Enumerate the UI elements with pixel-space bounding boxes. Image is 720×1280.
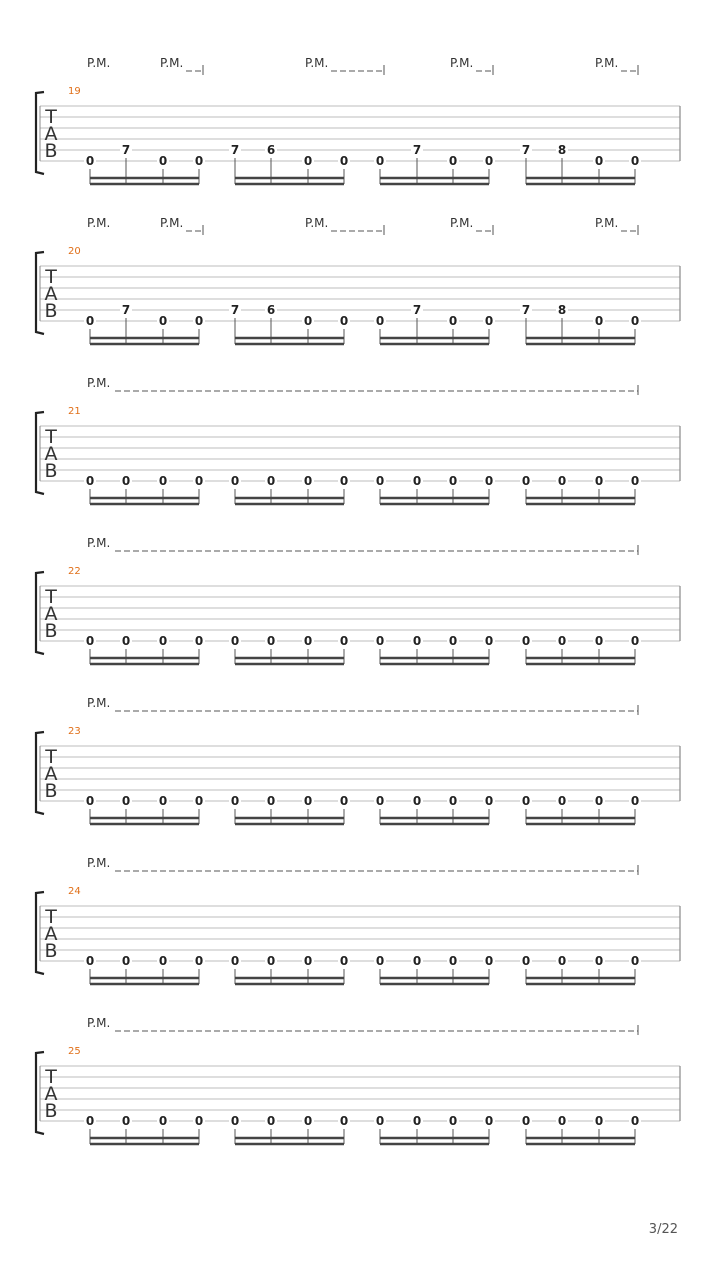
fret-number: 0 bbox=[448, 634, 458, 648]
fret-number: 0 bbox=[484, 1114, 494, 1128]
fret-number: 0 bbox=[630, 794, 640, 808]
fret-number: 0 bbox=[412, 954, 422, 968]
fret-number: 0 bbox=[303, 794, 313, 808]
fret-number: 0 bbox=[303, 314, 313, 328]
fret-number: 0 bbox=[266, 954, 276, 968]
fret-number: 0 bbox=[594, 474, 604, 488]
palm-mute-label: P.M. bbox=[305, 56, 329, 70]
fret-number: 0 bbox=[484, 794, 494, 808]
tab-system bbox=[36, 696, 680, 824]
tab-clef-letter: B bbox=[44, 140, 58, 162]
fret-number: 0 bbox=[630, 474, 640, 488]
fret-number: 0 bbox=[448, 474, 458, 488]
fret-number: 0 bbox=[375, 154, 385, 168]
fret-number: 0 bbox=[85, 314, 95, 328]
fret-number: 0 bbox=[630, 634, 640, 648]
fret-number: 0 bbox=[85, 634, 95, 648]
tab-clef-letter: B bbox=[44, 460, 58, 482]
fret-number: 0 bbox=[557, 1114, 567, 1128]
tab-clef-letter: A bbox=[44, 283, 58, 305]
palm-mute-label: P.M. bbox=[595, 56, 619, 70]
fret-number: 0 bbox=[594, 794, 604, 808]
fret-number: 0 bbox=[339, 954, 349, 968]
tab-clef-letter: A bbox=[44, 763, 58, 785]
fret-number: 0 bbox=[339, 314, 349, 328]
palm-mute-label: P.M. bbox=[87, 56, 111, 70]
tab-clef-letter: T bbox=[45, 586, 57, 608]
fret-number: 0 bbox=[194, 794, 204, 808]
fret-number: 0 bbox=[230, 634, 240, 648]
fret-number: 0 bbox=[85, 154, 95, 168]
fret-number: 0 bbox=[266, 474, 276, 488]
fret-number: 0 bbox=[194, 634, 204, 648]
fret-number: 0 bbox=[85, 954, 95, 968]
palm-mute-label: P.M. bbox=[160, 56, 184, 70]
fret-number: 0 bbox=[303, 954, 313, 968]
fret-number: 0 bbox=[158, 1114, 168, 1128]
tab-clef-letter: B bbox=[44, 1100, 58, 1122]
fret-number: 0 bbox=[484, 154, 494, 168]
fret-number: 0 bbox=[521, 1114, 531, 1128]
fret-number: 7 bbox=[230, 143, 240, 157]
tab-clef-letter: T bbox=[45, 266, 57, 288]
fret-number: 0 bbox=[158, 794, 168, 808]
fret-number: 0 bbox=[630, 954, 640, 968]
tab-clef-letter: T bbox=[45, 746, 57, 768]
fret-number: 0 bbox=[594, 314, 604, 328]
page-number: 3/22 bbox=[648, 1222, 678, 1237]
palm-mute-label: P.M. bbox=[450, 216, 474, 230]
fret-number: 0 bbox=[158, 474, 168, 488]
tab-clef-letter: T bbox=[45, 1066, 57, 1088]
tab-system bbox=[36, 56, 680, 184]
tab-system bbox=[36, 376, 680, 504]
palm-mute-label: P.M. bbox=[87, 1016, 111, 1030]
fret-number: 0 bbox=[594, 954, 604, 968]
fret-number: 0 bbox=[484, 314, 494, 328]
fret-number: 0 bbox=[339, 794, 349, 808]
fret-number: 0 bbox=[230, 474, 240, 488]
fret-number: 0 bbox=[594, 154, 604, 168]
measure-number: 24 bbox=[68, 886, 81, 897]
fret-number: 0 bbox=[194, 154, 204, 168]
fret-number: 0 bbox=[230, 1114, 240, 1128]
fret-number: 0 bbox=[521, 794, 531, 808]
fret-number: 0 bbox=[594, 634, 604, 648]
tab-clef-letter: A bbox=[44, 603, 58, 625]
fret-number: 0 bbox=[194, 1114, 204, 1128]
fret-number: 0 bbox=[521, 634, 531, 648]
tab-system bbox=[36, 856, 680, 984]
fret-number: 0 bbox=[630, 314, 640, 328]
fret-number: 0 bbox=[194, 474, 204, 488]
fret-number: 0 bbox=[194, 954, 204, 968]
fret-number: 8 bbox=[557, 303, 567, 317]
measure-number: 20 bbox=[68, 246, 81, 257]
fret-number: 0 bbox=[484, 634, 494, 648]
fret-number: 0 bbox=[412, 634, 422, 648]
fret-number: 0 bbox=[412, 794, 422, 808]
fret-number: 7 bbox=[521, 303, 531, 317]
fret-number: 0 bbox=[121, 1114, 131, 1128]
fret-number: 0 bbox=[630, 154, 640, 168]
tab-clef-letter: B bbox=[44, 620, 58, 642]
fret-number: 7 bbox=[121, 143, 131, 157]
fret-number: 6 bbox=[266, 303, 276, 317]
fret-number: 0 bbox=[557, 794, 567, 808]
fret-number: 0 bbox=[484, 474, 494, 488]
fret-number: 0 bbox=[375, 634, 385, 648]
fret-number: 0 bbox=[158, 954, 168, 968]
tab-system bbox=[36, 216, 680, 344]
measure-number: 25 bbox=[68, 1046, 81, 1057]
fret-number: 7 bbox=[412, 303, 422, 317]
tab-clef-letter: B bbox=[44, 300, 58, 322]
palm-mute-label: P.M. bbox=[595, 216, 619, 230]
fret-number: 0 bbox=[448, 954, 458, 968]
fret-number: 7 bbox=[521, 143, 531, 157]
fret-number: 0 bbox=[121, 794, 131, 808]
fret-number: 0 bbox=[375, 474, 385, 488]
fret-number: 0 bbox=[375, 314, 385, 328]
palm-mute-label: P.M. bbox=[160, 216, 184, 230]
fret-number: 0 bbox=[557, 954, 567, 968]
fret-number: 0 bbox=[339, 634, 349, 648]
fret-number: 0 bbox=[375, 954, 385, 968]
fret-number: 0 bbox=[339, 474, 349, 488]
fret-number: 0 bbox=[594, 1114, 604, 1128]
fret-number: 0 bbox=[303, 474, 313, 488]
tab-clef-letter: T bbox=[45, 906, 57, 928]
fret-number: 0 bbox=[412, 474, 422, 488]
fret-number: 0 bbox=[448, 154, 458, 168]
palm-mute-label: P.M. bbox=[87, 856, 111, 870]
fret-number: 0 bbox=[521, 474, 531, 488]
fret-number: 7 bbox=[121, 303, 131, 317]
fret-number: 0 bbox=[375, 1114, 385, 1128]
tab-clef-letter: A bbox=[44, 1083, 58, 1105]
measure-number: 22 bbox=[68, 566, 81, 577]
palm-mute-label: P.M. bbox=[450, 56, 474, 70]
tab-clef-letter: A bbox=[44, 123, 58, 145]
fret-number: 0 bbox=[266, 794, 276, 808]
fret-number: 0 bbox=[230, 954, 240, 968]
fret-number: 0 bbox=[158, 154, 168, 168]
fret-number: 0 bbox=[448, 314, 458, 328]
fret-number: 0 bbox=[303, 1114, 313, 1128]
palm-mute-label: P.M. bbox=[305, 216, 329, 230]
palm-mute-label: P.M. bbox=[87, 536, 111, 550]
measure-number: 23 bbox=[68, 726, 81, 737]
fret-number: 0 bbox=[339, 154, 349, 168]
fret-number: 0 bbox=[158, 314, 168, 328]
fret-number: 7 bbox=[412, 143, 422, 157]
tab-clef-letter: B bbox=[44, 940, 58, 962]
tab-clef-letter: A bbox=[44, 923, 58, 945]
fret-number: 0 bbox=[85, 1114, 95, 1128]
fret-number: 0 bbox=[121, 954, 131, 968]
fret-number: 0 bbox=[85, 794, 95, 808]
fret-number: 0 bbox=[339, 1114, 349, 1128]
fret-number: 0 bbox=[85, 474, 95, 488]
fret-number: 0 bbox=[412, 1114, 422, 1128]
palm-mute-label: P.M. bbox=[87, 216, 111, 230]
palm-mute-label: P.M. bbox=[87, 376, 111, 390]
fret-number: 0 bbox=[448, 1114, 458, 1128]
fret-number: 0 bbox=[230, 794, 240, 808]
fret-number: 0 bbox=[557, 474, 567, 488]
fret-number: 0 bbox=[375, 794, 385, 808]
fret-number: 0 bbox=[158, 634, 168, 648]
measure-number: 19 bbox=[68, 86, 81, 97]
fret-number: 0 bbox=[557, 634, 567, 648]
fret-number: 0 bbox=[121, 634, 131, 648]
fret-number: 0 bbox=[521, 954, 531, 968]
tab-clef-letter: T bbox=[45, 426, 57, 448]
tab-clef-letter: A bbox=[44, 443, 58, 465]
measure-number: 21 bbox=[68, 406, 81, 417]
fret-number: 0 bbox=[194, 314, 204, 328]
fret-number: 0 bbox=[121, 474, 131, 488]
tab-system bbox=[36, 1016, 680, 1144]
fret-number: 0 bbox=[484, 954, 494, 968]
tab-clef-letter: B bbox=[44, 780, 58, 802]
fret-number: 6 bbox=[266, 143, 276, 157]
fret-number: 0 bbox=[630, 1114, 640, 1128]
fret-number: 0 bbox=[266, 1114, 276, 1128]
fret-number: 0 bbox=[448, 794, 458, 808]
tab-system bbox=[36, 536, 680, 664]
fret-number: 0 bbox=[303, 634, 313, 648]
fret-number: 8 bbox=[557, 143, 567, 157]
fret-number: 7 bbox=[230, 303, 240, 317]
tab-clef-letter: T bbox=[45, 106, 57, 128]
palm-mute-label: P.M. bbox=[87, 696, 111, 710]
fret-number: 0 bbox=[303, 154, 313, 168]
fret-number: 0 bbox=[266, 634, 276, 648]
